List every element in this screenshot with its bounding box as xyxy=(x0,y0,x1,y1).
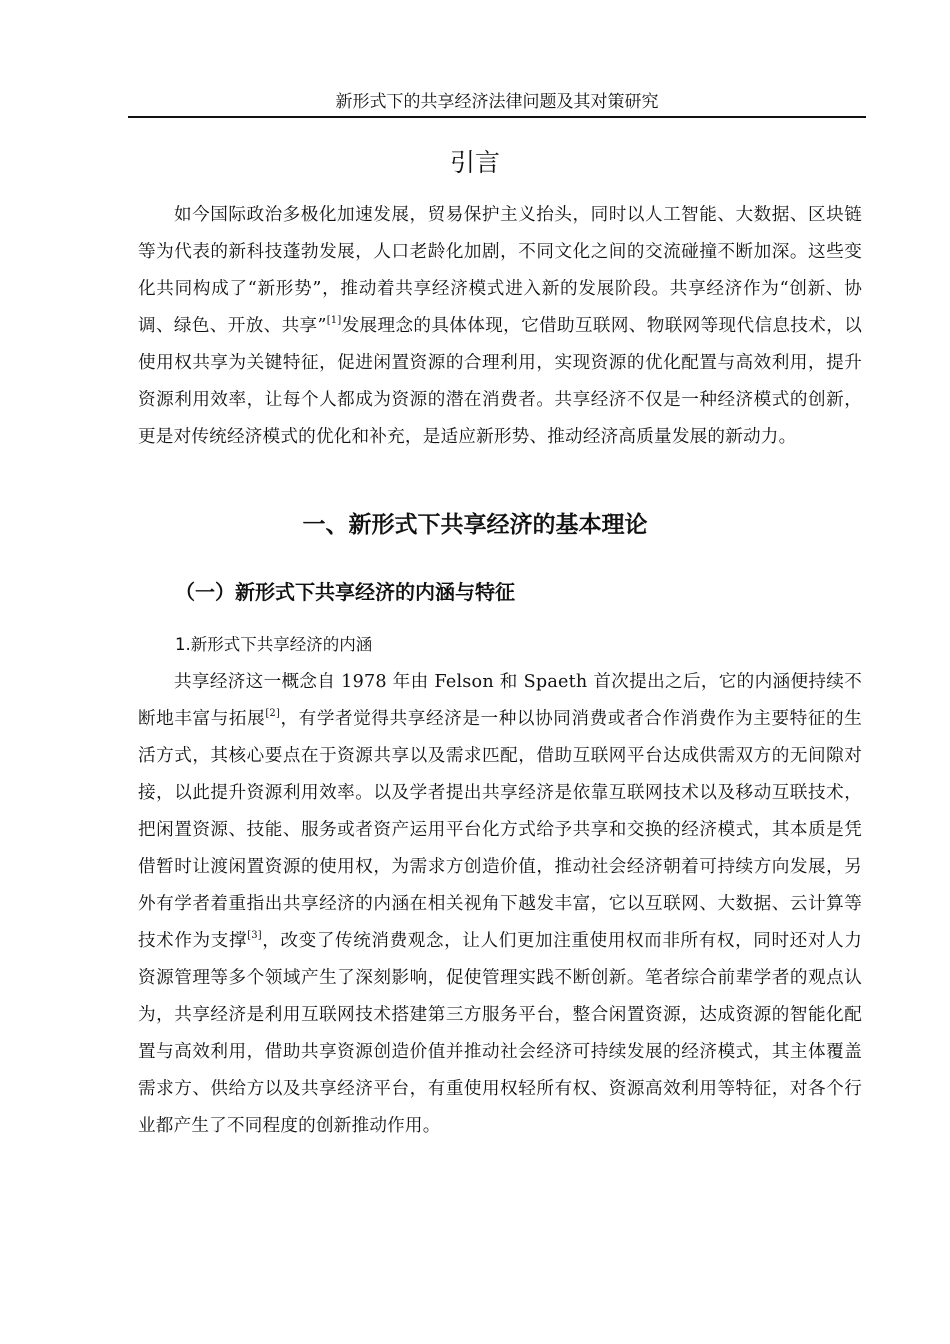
body-paragraph xyxy=(138,664,862,1145)
body-text-part2: ，有学者觉得共享经济是一种以协同消费或者合作消费作为主要特征的生活方式，其核心要点在于资源共享以及需求匹配，借助互联网平台达成供需双方的无间隙对接，以此提升资源利用效率。以及学者提出共享经济是依靠互联网技术以及移动互联技术，把闲置资源、技能、服务或者资产运用平台化方式给予共享和交换的经济模式，其本质是凭借暂时让渡闲置资源的使用权，为需求方创造价值，推动社会经济朝着可持续方向发展，另外有学者着重指出共享经济的内涵在相关视角下越发丰富，它以互联网、大数据、云计算等技术作为支撑 xyxy=(138,709,863,951)
chapter-heading: 一、新形式下共享经济的基本理论 xyxy=(302,512,648,538)
intro-paragraph xyxy=(138,197,862,456)
intro-heading: 引言 xyxy=(449,148,500,177)
section-heading: （一）新形式下共享经济的内涵与特征 xyxy=(175,580,515,604)
intro-text-part1: 如今国际政治多极化加速发展，贸易保护主义抬头，同时以人工智能、大数据、区块链等为代表的新科技蓬勃发展，人口老龄化加剧，不同文化之间的交流碰撞不断加深。这些变化共同构成了“新形势”，推动着共享经济模式进入新的发展阶段。共享经济作为“创新、协调、绿色、开放、共享” xyxy=(138,205,862,336)
subsection-heading: 1.新形式下共享经济的内涵 xyxy=(175,635,373,654)
intro-text-part2: 发展理念的具体体现，它借助互联网、物联网等现代信息技术，以使用权共享为关键特征，促进闲置资源的合理利用，实现资源的优化配置与高效利用，提升资源利用效率，让每个人都成为资源的潜在消费者。共享经济不仅是一种经济模式的创新，更是对传统经济模式的优化和补充，是适应新形势、推动经济高质量发展的新动力。 xyxy=(138,316,862,447)
body-text-part3: ，改变了传统消费观念，让人们更加注重使用权而非所有权，同时还对人力资源管理等多个领域产生了深刻影响，促使管理实践不断创新。笔者综合前辈学者的观点认为，共享经济是利用互联网技术搭建第三方服务平台，整合闲置资源，达成资源的智能化配置与高效利用，借助共享资源创造价值并推动社会经济可持续发展的经济模式，其主体覆盖需求方、供给方以及共享经济平台，有重使用权轻所有权、资源高效利用等特征，对各个行业都产生了不同程度的创新推动作用。 xyxy=(138,931,863,1136)
header-rule xyxy=(128,116,866,118)
citation-3: [3] xyxy=(247,930,262,941)
citation-2: [2] xyxy=(265,708,281,719)
citation-1: [1] xyxy=(326,315,342,326)
running-header: 新形式下的共享经济法律问题及其对策研究 xyxy=(335,92,659,112)
body-text-part1: 共享经济这一概念自 1978 年由 Felson 和 Spaeth 首次提出之后，它的内涵便持续不断地丰富与拓展 xyxy=(138,672,862,729)
